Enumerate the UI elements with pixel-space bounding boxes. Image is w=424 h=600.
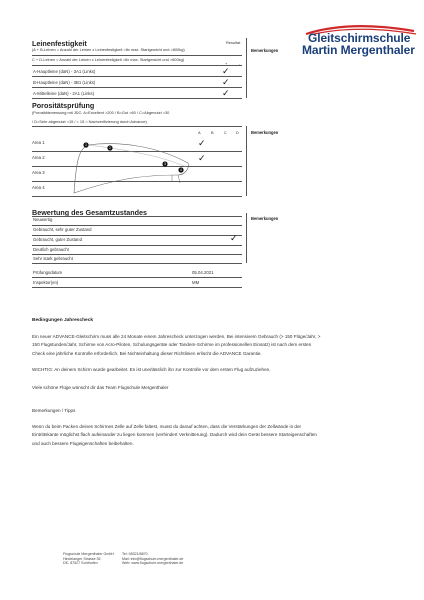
- pruefungsdatum-label: Prüfungsdatum: [33, 270, 63, 275]
- poro-desc2: / D=Sehr abgenutzt >15 / < 15 = Nachverifizierung durch Advance): [32, 119, 147, 124]
- measure-point-3: [162, 161, 167, 166]
- poro-desc1: (Porositätsmessung mit JDC: A=Excellent >200 / B=Gut >60 / C=Abgenutzt >30: [32, 110, 170, 115]
- check-icon: ✓: [222, 77, 230, 87]
- bedingungen-para1: [32, 333, 402, 358]
- bewertung-row-4: Deutlich gebraucht: [33, 247, 69, 252]
- check-icon: ✓: [222, 88, 230, 98]
- minus-label: -: [239, 61, 241, 66]
- footer-mail[interactable]: Mail: info@flugschule-mergenthaler.de: [122, 556, 184, 561]
- footer-contact: [122, 552, 183, 566]
- leinen-row-2: B-Hauptleine (daN) - 3B1 (Links): [33, 80, 96, 85]
- svg-text:1: 1: [85, 143, 87, 148]
- poro-bemerkungen: Bemerkungen: [251, 130, 279, 135]
- footer-street: Hindelanger Strasse 35: [63, 556, 101, 561]
- logo-line1: Gleitschirmschule: [308, 31, 411, 45]
- bewertung-row-2: Gebraucht, sehr guter Zustand: [33, 227, 92, 232]
- bewertung-row-3: Gebraucht, guter Zustand: [33, 237, 82, 242]
- check-icon: ✓: [198, 138, 206, 148]
- footer-company: Flugschule Mergenthaler GmbH: [63, 552, 114, 556]
- area-4-label: Area 4: [32, 185, 45, 190]
- check-icon: ✓: [198, 153, 206, 163]
- logo-line2: Martin Mergenthaler: [302, 43, 415, 57]
- footer-web[interactable]: Web: www.flugschule-mergenthaler.de: [122, 561, 184, 566]
- svg-text:3: 3: [164, 162, 166, 167]
- pruefungsdatum-value: 05.04.2021: [192, 270, 214, 275]
- bewertung-row-1: Neuwertig: [33, 217, 53, 222]
- leinen-desc2: C + D-Leinen = Anzahl der Leinen x Leinenfestigkeit >8x max. Startgewicht und >600kg): [32, 57, 185, 62]
- leinen-desc1: (A + B-Leinen = Anzahl der Leinen x Leinenfestigkeit >8x max. Startgewicht und >800kg): [32, 47, 185, 52]
- para1-line3: Check eine jährliche Kontrolle erforderlich. Bei Nichteinhaltung dieser Richtlinien erlischt die ADVANCE Garantie.: [32, 350, 262, 356]
- area-1-label: Area 1: [32, 140, 45, 145]
- leinen-title: Leinenfestigkeit: [32, 39, 87, 48]
- leinen-bemerkungen: Bemerkungen: [251, 48, 279, 53]
- measure-point-4: [178, 167, 183, 172]
- resultat-label: Resultat: [226, 40, 241, 45]
- leinen-row-1: A-Hauptleine (daN) - 3A1 (Links): [33, 69, 96, 74]
- bedingungen-para2: WICHTIG: An deinem Schirm wurde gearbeitet. Es ist unerlässlich ihn zur Kontrolle vor dem ersten Flug aufzuziehen.: [32, 367, 271, 372]
- svg-text:4: 4: [180, 168, 182, 173]
- area-3-label: Area 3: [32, 170, 45, 175]
- svg-text:2: 2: [109, 146, 111, 151]
- bewertung-title: Bewertung des Gesamtzustandes: [32, 208, 148, 217]
- poro-col-a: A: [198, 130, 201, 135]
- wing-diagram: [60, 135, 200, 195]
- bedingungen-para3: Viele schöne Flüge wünscht dir das Team Flugschule Mergenthaler: [32, 385, 169, 390]
- area-2-label: Area 2: [32, 155, 45, 160]
- bewertung-bemerkungen: Bemerkungen: [251, 216, 279, 221]
- measure-point-1: [83, 142, 88, 147]
- logo: [300, 22, 418, 58]
- inspektor-value: MM: [192, 280, 200, 285]
- tipps-title: Bemerkungen / Tipps: [32, 408, 76, 413]
- para1-line2: 150 Flugstunden/Jahr, Schirme von Acro-Piloten, Schulungsgeräte oder Tandem-Schirme im professionellen Einsatz) ist nach dem ersten: [32, 342, 312, 348]
- poro-title: Porositätsprüfung: [32, 101, 95, 110]
- poro-col-d: D: [236, 130, 239, 135]
- inspektor-label: Inspektor(en): [33, 280, 59, 285]
- bewertung-row-5: Sehr stark gebraucht: [33, 256, 73, 261]
- check-icon: ✓: [222, 66, 230, 76]
- para4-line2: Eintrittskante möglichst flach aufeinander zu liegen kommen (verhindert Verknitterung). Dadurch wird dein Gerät bessere Starteigenschaften: [32, 432, 317, 438]
- measure-point-2: [107, 145, 112, 150]
- footer-city: DE- 87527 Sonthofen: [63, 561, 98, 566]
- bedingungen-title: Bedingungen Jahrescheck: [32, 318, 94, 323]
- poro-col-c: C: [224, 130, 227, 135]
- plus-label: +: [225, 61, 228, 66]
- para1-line1: Ein neuer ADVANCE-Gleitschirm muss alle 24 Monate einem Jahrescheck unterzogen werden. Bei intensivem Gebrauch (> 150 Flüge/Jahr, >: [32, 334, 321, 339]
- footer-phone: Tel: 08321/8870: [122, 552, 148, 556]
- footer-address: [63, 552, 114, 566]
- tipps-para: [32, 423, 402, 448]
- check-icon: ✓: [230, 233, 238, 243]
- leinen-row-3: A-Mittelleine (daN) - 2A1 (Links): [33, 91, 95, 96]
- para4-line1: Wenn du beim Packen deines Schirmes Zelle auf Zelle faltest, musst du darauf achten, dass die Verstärkungen der Zellwände in der: [32, 424, 302, 429]
- poro-col-b: B: [211, 130, 214, 135]
- para4-line3: und auch bessere Flugeigenschaften beibehalten.: [32, 440, 134, 446]
